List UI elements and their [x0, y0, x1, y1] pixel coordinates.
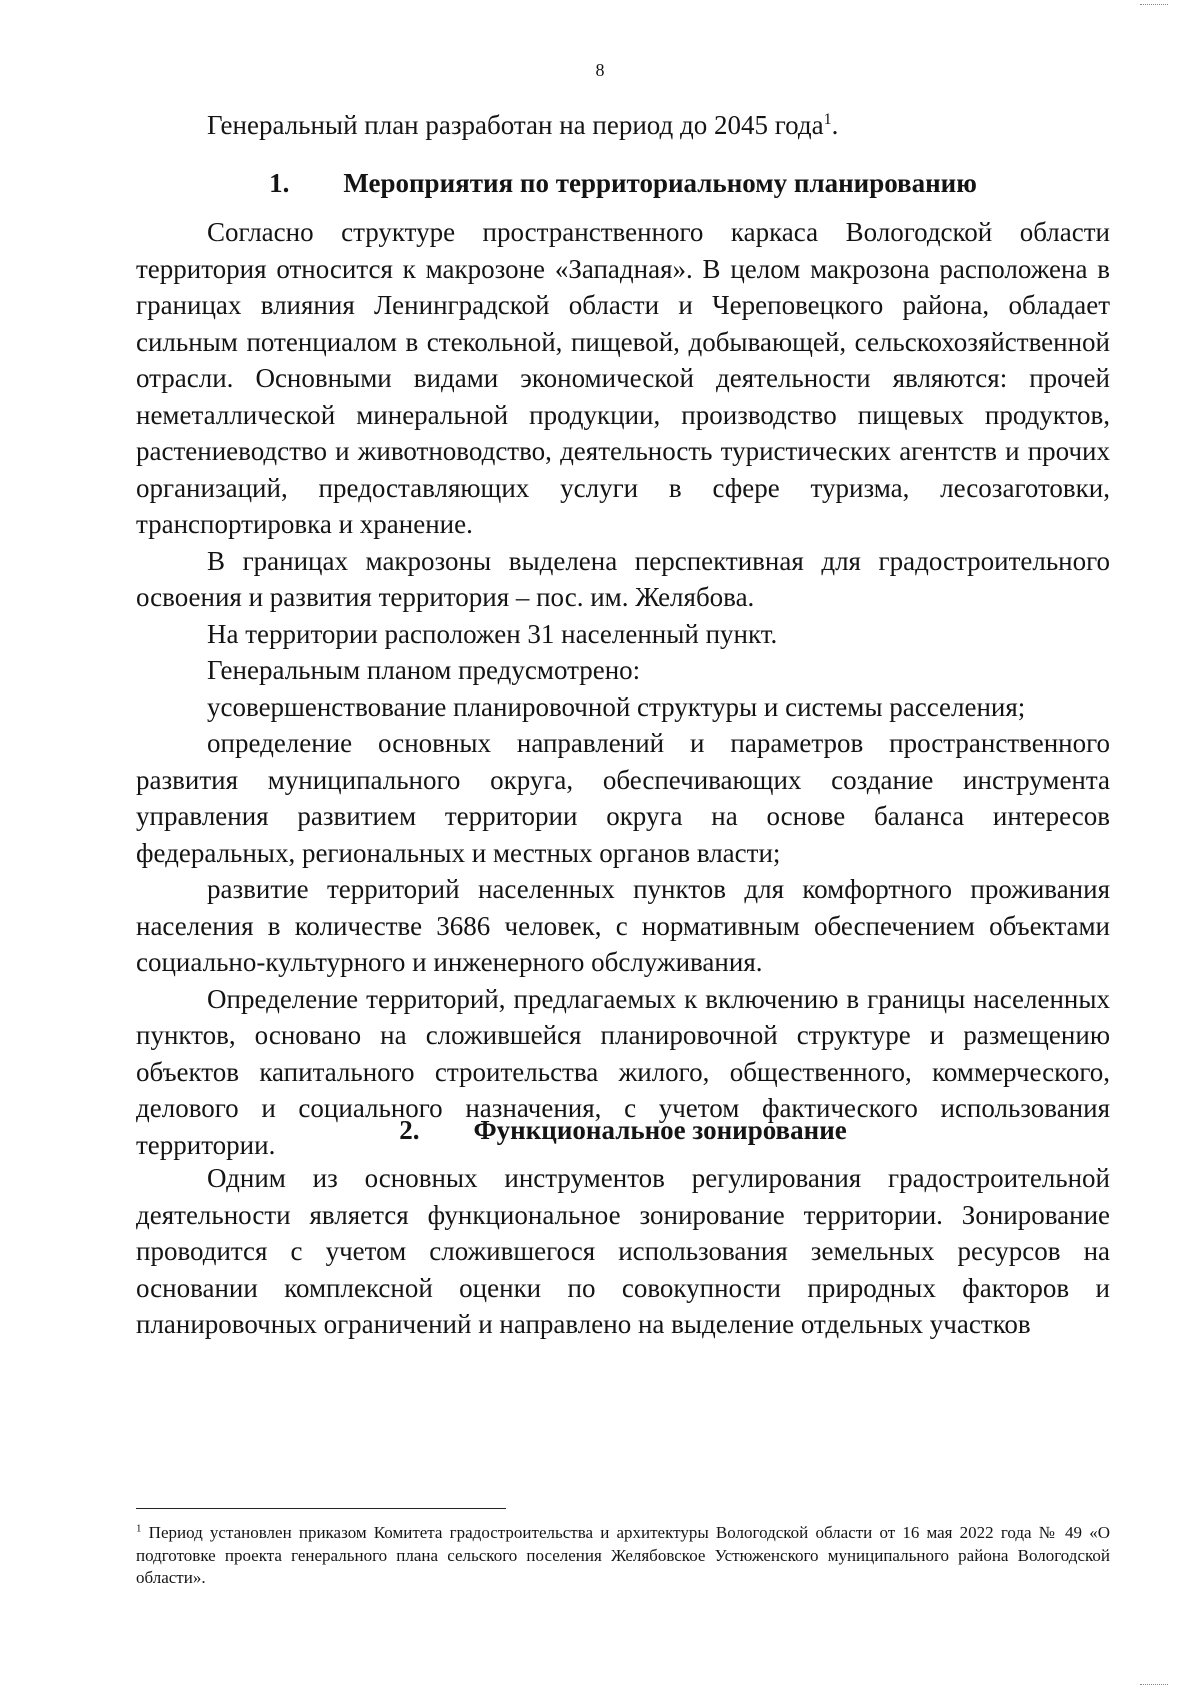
intro-text: Генеральный план разработан на период до 2045 года: [207, 110, 824, 140]
scan-mark-bottom: [1140, 1684, 1168, 1688]
section-2-heading: [136, 1112, 1110, 1149]
intro-end: .: [831, 110, 839, 140]
list-item-directions: определение основных направлений и параметров пространственного развития муниципального округа, обеспечивающих создание инструмента управления развитием территории округа на основе баланса интересов федеральных, региональных и местных органов власти;: [136, 728, 1110, 868]
paragraph-zoning: Одним из основных инструментов регулирования градостроительной деятельности является функциональное зонирование территории. Зонирование проводится с учетом сложившегося использования земельных ресурсов на основании комплексной оценки по совокупности природных факторов и планировочных ограничений и направлено на выделение отдельных участков: [136, 1163, 1110, 1339]
section-1-title: Мероприятия по территориальному планированию: [343, 168, 977, 198]
list-item-structure: усовершенствование планировочной структуры и системы расселения;: [207, 691, 1026, 722]
paragraph-spatial-framework: Согласно структуре пространственного каркаса Вологодской области территория относится к макрозоне «Западная». В целом макрозона расположена в границах влияния Ленинградской области и Череповецкого района, обладает сильным потенциалом в стекольной, пищевой, добывающей, сельскохозяйственной отрасли. Основными видами экономической деятельности являются: прочей неметаллической минеральной продукции, производство пищевых продуктов, растениеводство и животноводство, деятельность туристических агентств и прочих организаций, предоставляющих услуги в сфере туризма, лесозаготовки, транспортировка и хранение.: [136, 217, 1110, 539]
list-item-development: развитие территорий населенных пунктов для комфортного проживания населения в количестве 3686 человек, с нормативным обеспечением объектами социально-культурного и инженерного обслуживания.: [136, 874, 1110, 977]
section-1-body: [136, 214, 1110, 1163]
paragraph-provisions-intro: Генеральным планом предусмотрено:: [207, 655, 641, 685]
footnote-marker: 1: [136, 1522, 142, 1535]
section-2-body: [136, 1160, 1110, 1343]
section-1-heading: [136, 165, 1110, 202]
intro-block: [136, 107, 1110, 144]
scan-mark-top: [1140, 4, 1168, 8]
paragraph-boundaries: Определение территорий, предлагаемых к включению в границы населенных пунктов, основано на сложившейся планировочной структуре и размещению объектов капитального строительства жилого, общественного, коммерческого, делового и социального назначения, с учетом фактического использования территории.: [136, 983, 1110, 1160]
footnote: [136, 1522, 1110, 1590]
section-2-title: Функциональное зонирование: [473, 1115, 847, 1145]
footnote-reference: 1: [823, 111, 832, 128]
section-1-heading-block: [136, 165, 1110, 202]
intro-paragraph: [136, 107, 1110, 144]
paragraph-macrozone: В границах макрозоны выделена перспективная для градостроительного освоения и развития территория – пос. им. Желябова.: [136, 545, 1110, 612]
footnote-text: Период установлен приказом Комитета градостроительства и архитектуры Вологодской области от 16 мая 2022 года № 49 «О подготовке проекта генерального плана сельского поселения Желябовское Устюженского муниципального района Вологодской области».: [136, 1523, 1110, 1587]
page-number: 8: [595, 60, 605, 80]
footnote-divider: [136, 1508, 506, 1509]
section-1-number: 1.: [269, 168, 290, 198]
paragraph-settlements-count: На территории расположен 31 населенный пункт.: [207, 618, 778, 649]
section-2-number: 2.: [399, 1115, 420, 1145]
section-2-heading-block: [136, 1112, 1110, 1149]
